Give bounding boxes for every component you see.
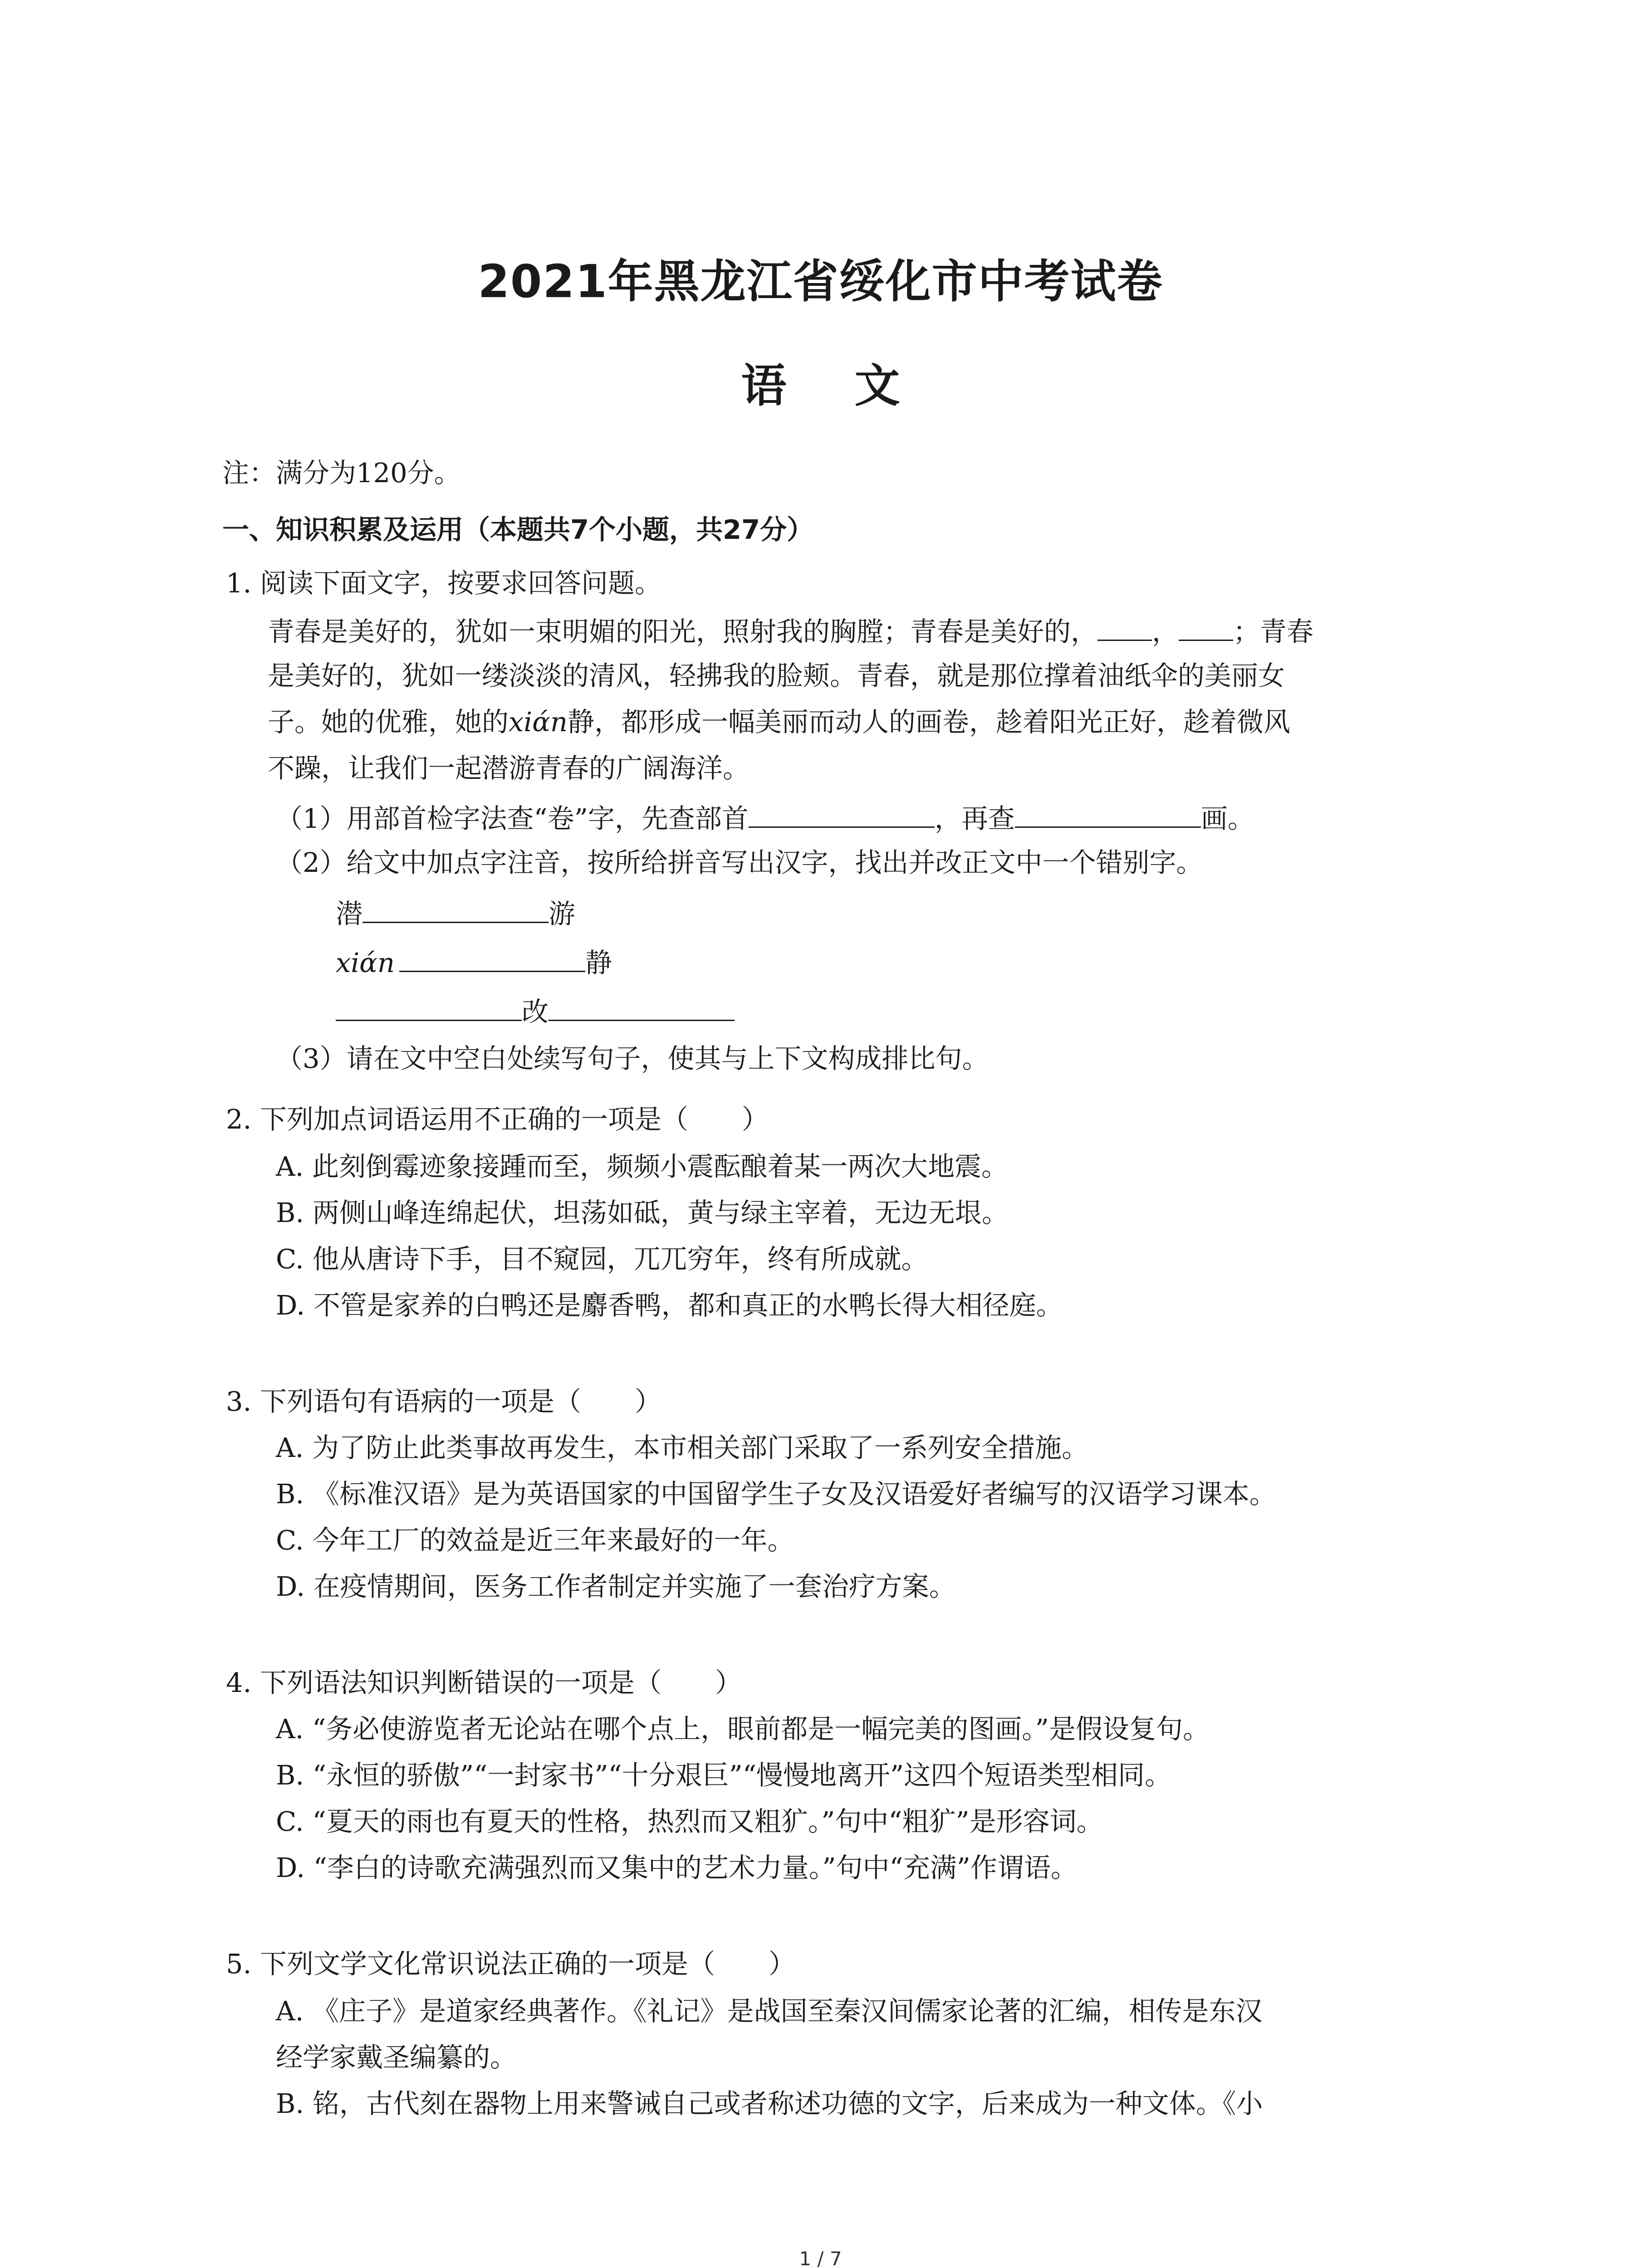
- question-1-sub-2: （2）给文中加点字注音，按所给拼音写出汉字，找出并改正文中一个错别字。: [276, 847, 1203, 878]
- option-item: A. 为了防止此类事故再发生，本市相关部门采取了一系列安全措施。: [276, 1432, 1089, 1463]
- answer-blank[interactable]: [549, 996, 735, 1021]
- question-1-sub-2-line: [336, 898, 575, 927]
- sub-question-text: 改: [522, 996, 549, 1027]
- option-item: C. “夏天的雨也有夏天的性格，热烈而又粗犷。”句中“粗犷”是形容词。: [276, 1806, 1103, 1837]
- question-4-stem: 4. 下列语法知识判断错误的一项是（ ）: [226, 1667, 742, 1698]
- passage-text: 青春是美好的，犹如一束明媚的阳光，照射我的胸膛；青春是美好的，: [268, 616, 1098, 647]
- page-number: 1 / 7: [799, 2248, 842, 2268]
- question-3-stem: 3. 下列语句有语病的一项是（ ）: [226, 1386, 662, 1417]
- question-1-sub-2-line: [336, 947, 612, 976]
- pinyin-text: xiɑ́n: [509, 706, 568, 738]
- question-1-passage-line: [268, 706, 1291, 738]
- sub-question-text: ，再查: [934, 803, 1015, 834]
- question-1-sub-1: [276, 803, 1254, 832]
- passage-text: 静，都形成一幅美丽而动人的画卷，趁着阳光正好，趁着微风: [568, 706, 1291, 738]
- option-item: B. 两侧山峰连绵起伏，坦荡如砥，黄与绿主宰着，无边无垠。: [276, 1197, 1009, 1228]
- question-2-stem: 2. 下列加点词语运用不正确的一项是（ ）: [226, 1104, 769, 1135]
- passage-text: ；青春: [1233, 616, 1314, 647]
- option-item: C. 他从唐诗下手，目不窥园，兀兀穷年，终有所成就。: [276, 1243, 928, 1275]
- question-1-sub-3: （3）请在文中空白处续写句子，使其与上下文构成排比句。: [276, 1043, 989, 1074]
- option-item: A. 《庄子》是道家经典著作。《礼记》是战国至秦汉间儒家论著的汇编，相传是东汉: [276, 1995, 1263, 2027]
- question-1-passage-line: 是美好的，犹如一缕淡淡的清风，轻拂我的脸颊。青春，就是那位撑着油纸伞的美丽女: [268, 660, 1285, 691]
- option-item: A. “务必使游览者无论站在哪个点上，眼前都是一幅完美的图画。”是假设复句。: [276, 1713, 1210, 1745]
- sub-question-text: 潜: [336, 898, 363, 929]
- answer-blank[interactable]: [362, 898, 549, 923]
- fill-blank[interactable]: [1097, 616, 1152, 641]
- question-1-sub-2-line: [336, 996, 735, 1025]
- option-item: B. 铭，古代刻在器物上用来警诫自己或者称述功德的文字，后来成为一种文体。《小: [276, 2088, 1263, 2119]
- option-item: D. 在疫情期间，医务工作者制定并实施了一套治疗方案。: [276, 1571, 956, 1602]
- option-item: B. “永恒的骄傲”“一封家书”“十分艰巨”“慢慢地离开”这四个短语类型相同。: [276, 1760, 1172, 1791]
- question-1-passage-line: [268, 616, 1313, 645]
- option-item: D. 不管是家养的白鸭还是麝香鸭，都和真正的水鸭长得大相径庭。: [276, 1290, 1063, 1321]
- option-item: C. 今年工厂的效益是近三年来最好的一年。: [276, 1525, 794, 1556]
- answer-blank[interactable]: [399, 947, 585, 972]
- sub-question-text: 画。: [1200, 803, 1254, 834]
- option-item: A. 此刻倒霉迹象接踵而至，频频小震酝酿着某一两次大地震。: [276, 1151, 1009, 1182]
- sub-question-text: 静: [585, 947, 612, 978]
- section-heading: 一、知识积累及运用（本题共7个小题，共27分）: [222, 514, 814, 545]
- sub-question-text: （1）用部首检字法查“卷”字，先查部首: [276, 803, 749, 834]
- pinyin-text: xiɑ́n: [336, 947, 395, 978]
- option-item-continued: 经学家戴圣编纂的。: [276, 2042, 517, 2073]
- answer-blank[interactable]: [749, 803, 935, 828]
- question-1-stem: 1. 阅读下面文字，按要求回答问题。: [226, 567, 662, 599]
- fill-blank[interactable]: [1179, 616, 1233, 641]
- score-note: 注：满分为120分。: [222, 457, 461, 489]
- passage-text: ，: [1152, 616, 1179, 647]
- question-5-stem: 5. 下列文学文化常识说法正确的一项是（ ）: [226, 1948, 796, 1980]
- option-item: D. “李白的诗歌充满强烈而又集中的艺术力量。”句中“充满”作谓语。: [276, 1852, 1078, 1883]
- passage-text: 子。她的优雅，她的: [268, 706, 509, 738]
- question-1-passage-line: 不躁，让我们一起潜游青春的广阔海洋。: [268, 753, 750, 784]
- answer-blank[interactable]: [1015, 803, 1201, 828]
- option-item: B. 《标准汉语》是为英语国家的中国留学生子女及汉语爱好者编写的汉语学习课本。: [276, 1478, 1276, 1510]
- answer-blank[interactable]: [336, 996, 522, 1021]
- page-title: 2021年黑龙江省绥化市中考试卷: [478, 255, 1163, 308]
- sub-question-text: 游: [549, 898, 576, 929]
- subject-heading: 语文: [741, 359, 968, 412]
